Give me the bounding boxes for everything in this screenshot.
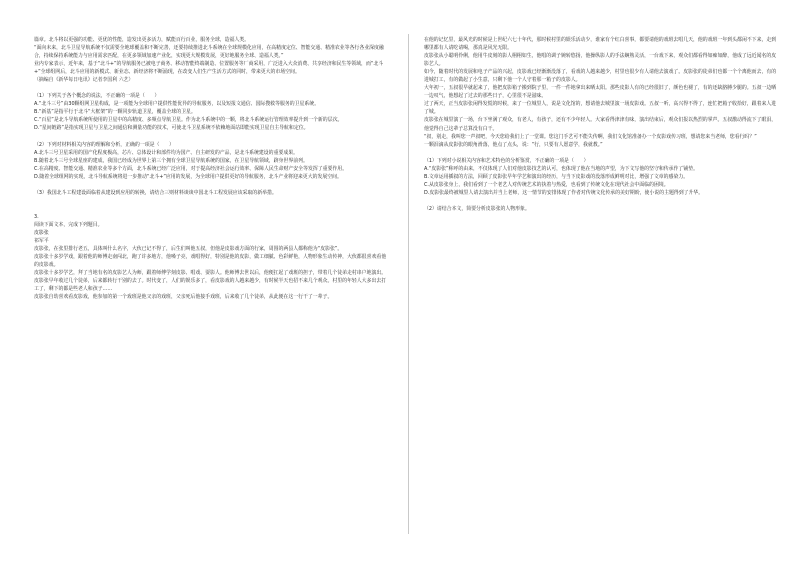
right-column — [424, 36, 780, 213]
question-stem: （1）下列关于各个概念的说法，不正确的一项是（ ） — [34, 93, 160, 100]
story-title: 皮影张 — [34, 229, 49, 236]
story-paragraph: 如今，随着时代的发展和电子产品的兴起，皮影戏已经渐渐没落了，看戏的人越来越少，村里也很少有人请他去演戏了。皮影张的徒弟们也都一个个离他而去，有的进城打工，有的做起了小生意，只剩下他一个人守着那一箱子的皮影人。 — [424, 69, 777, 84]
passage-paragraph: “面向未来，北斗卫星导航系统不仅需要全地球覆盖和不断完善，还要持续推进北斗系统在全球规模化应用，在高精度定位、智能交通、精准农业等各行各业深度融合，持续保持系统能力与应用需求匹配，在更多领域加速产业化，实现更大规模发展，更好地服务全球、造福人类。” — [34, 45, 384, 60]
column-divider — [408, 34, 409, 534]
question-option: D.皮影张最终被城里人请去演出并当上老师，这一情节的安排体现了作者对传统文化传承的美好期盼，使小说的主题得到了升华。 — [424, 189, 704, 196]
passage-tail — [34, 36, 390, 84]
passage-source: （摘编自《新华每日电讯》记者李国利 六艺） — [34, 77, 134, 84]
story-paragraph: 皮影张十多岁学戏，跟着他的师傅走南闯北，跑了许多地方，他嗓子亮，戏唱得好，特别是他的皮影，做工细腻、色彩鲜艳，人物形象生动传神，大伙都很喜欢看他的皮影戏。 — [34, 254, 387, 269]
section-instruction: 阅读下面文本，完成下列题目。 — [34, 221, 103, 228]
story-paragraph: 大年初一，五叔很早就起来了，他把皮影箱子搬到院子里，一件一件地拿出来晒太阳。那些皮影人有的已经很旧了，颜色也褪了，有的还缺胳膊少腿的。五叔一边晒一边叹气，他想起了过去的那些日子，心里很不是滋味。 — [424, 85, 777, 100]
question-option: D.随着全球组网的实现，北斗导航系统将进一步推动“北斗+”应用的发展，为全球用户提供更好的导航服务，北斗产业将迎来更大的发展空间。 — [34, 173, 342, 180]
story-paragraph: 在他的记忆里，最风光的时候是上世纪六七十年代，那时候村里的娱乐活动少，谁家有个红白喜事，都要请他的戏班去唱几天，他的戏班一年到头都闲不下来，走到哪里都有人请吃请喝，那真是风光无限。 — [424, 37, 777, 52]
story-question-1 — [424, 157, 780, 197]
story-paragraph: 一颗泪滴从皮影张的眼角滑落，他点了点头，说：“行，只要有人愿意学，我就教。” — [424, 141, 603, 148]
story-author: 祁军平 — [34, 237, 49, 244]
story-body-continued — [424, 36, 780, 149]
story-paragraph: “叔，别走，我叫您一声叔吧，今天您给我们上了一堂课。您这门手艺可不能失传啊，我们文化馆准备办一个皮影戏传习班，想请您来当老师，您看行吗？” — [424, 133, 757, 140]
story-paragraph: 皮影张自幼喜欢看皮影戏，他参加的第一个戏班是他父亲的戏班，父亲死后他接手戏班，后来收了几个徒弟，从此便在这一行干了一辈子。 — [34, 294, 333, 301]
question-option: A.“北斗三号”由30颗组网卫星构成，是一项能为全球用户提供性能优异的导航服务，以及短报文通信、国际搜救等服务的卫星系统。 — [34, 101, 320, 108]
question-option: A.北斗三号卫星采用的国产化程度极高，芯片、总体设计和部件均为国产、自主研发的产品，是北斗系统建设的重要成果。 — [34, 149, 299, 156]
story-paragraph: 皮影张从小聪明伶俐，他用牛皮刻的影人栩栩如生，他唱的调子婉转悠扬，他操纵影人的手法娴熟灵活，一台戏下来，观众们都看得如痴如醉，他成了远近闻名的皮影艺人。 — [424, 53, 777, 68]
question-stem: （1）下列对小说相关内容和艺术特色的分析鉴赏，不正确的一项是（ ） — [424, 157, 589, 164]
question-option: C.“百星”是北斗导航系统所使用的卫星中的高精度、多频点导航卫星。作为北斗系统中的一颗，将北斗系统运行管理效率提升到一个新的层次。 — [34, 117, 343, 124]
question-option: D.“星间链路”是指实现卫星与卫星之间通信和测量功能的技术，可使北斗卫星系统不依赖地面站即能实现卫星自主导航和定位。 — [34, 125, 309, 132]
passage-paragraph: 篇章。北斗将以更强的功能、更优的性能，造发出更多活力，赋能百行百业，服务全球，造福人类。 — [34, 37, 250, 43]
story-paragraph: 皮影张早年收过几个徒弟，后来都转行干别的去了。时代变了，人们的娱乐多了，看皮影戏的人越来越少，有时候半天也招不来几个观众。村里的年轻人大多出去打工了，剩下的都是些老人和孩子…… — [34, 278, 387, 293]
question-option: C.在高精度、智能交通、精准农业等多个方面，北斗系统已经广泛应用，对于提高经济社会运行效率、保障人民生命财产安全等发挥了重要作用。 — [34, 165, 348, 172]
question-stem: （2）下列对材料相关内容的理解和分析，正确的一项是（ ） — [34, 141, 175, 148]
story-paragraph: 皮影张，在张里排行老五，具体叫什么名字，大伙已记不得了，后生们叫他五叔，但他是皮影戏方面的行家，周围的两县人都称他为“皮影张”。 — [34, 245, 343, 252]
story-question-2: （2）请结合本文，简要分析皮影张的人物形象。 — [424, 205, 530, 212]
question-option: B.随着北斗三号全球星座的建成，我国已经成为世界上第三个拥有全球卫星导航系统的国家，在卫星导航领域，跻身世界前列。 — [34, 157, 308, 164]
section-number: 3. — [34, 213, 39, 220]
story-paragraph: 过了两天，正当皮影张闲得发慌的时候，来了一位城里人，说是文化馆的，想请他去城里演一场皮影戏。五叔一听，高兴得不得了，连忙把箱子收拾好，跟着来人进了城。 — [424, 101, 777, 116]
question-option: C.从皮影张身上，我们看到了一个老艺人对传统艺术的执着与热爱，也看到了传统文化在现代社会中面临的困境。 — [424, 181, 669, 188]
left-column — [34, 36, 390, 301]
story-paragraph: 皮影张十多岁学艺，拜了当地有名的皮影艺人为师，跟着师傅学刻皮影、唱戏、耍影人。他师傅去世以后，他便扛起了戏班的担子，带着几个徒弟走村串户地演出。 — [34, 270, 387, 277]
question-3: （3）我国北斗工程建设面临着从建设到应用的转换，请结合三则材料谈谈中国北斗工程发展应该采取的新举措。 — [34, 189, 277, 196]
passage-paragraph: 业内专家表示，近年来，基于“北斗+”的导航服务已被电子商务、移动智能终端制造、位置服务等厂商采用，广泛进入大众消费、共享经济和民生等领域，而“北斗+”全球组网后，北斗应用的新模式、新业态、新经济将不断涌现，在改变人们生产生活方式的同时，带来更大的市场空间。 — [34, 61, 384, 76]
question-2 — [34, 141, 390, 181]
story-paragraph: 皮影张在城里演了一场，台下坐满了观众，有老人，有孩子，还有不少年轻人。大家看得津津有味，演出结束后，观众们报以热烈的掌声。五叔激动得流下了眼泪，他觉得自己这辈子总算没有白干。 — [424, 117, 777, 132]
story-body — [34, 245, 390, 301]
question-option: A.“皮影张”称呼的由来，不仅体现了人们对他皮影技艺的认可，也体现了他在当地的声望，为下文写他的坚守和传承作了铺垫。 — [424, 165, 698, 172]
question-option: B.“新基”是指平行于北斗“大框架”的一颗同步轨道卫星，覆盖全球的卫星。 — [34, 109, 196, 116]
question-option: B.文章运用插叙的方法，回顾了皮影张早年学艺和演出的经历，与当下皮影戏的没落形成鲜明对比，增强了文章的感染力。 — [424, 173, 689, 180]
question-1 — [34, 92, 390, 132]
